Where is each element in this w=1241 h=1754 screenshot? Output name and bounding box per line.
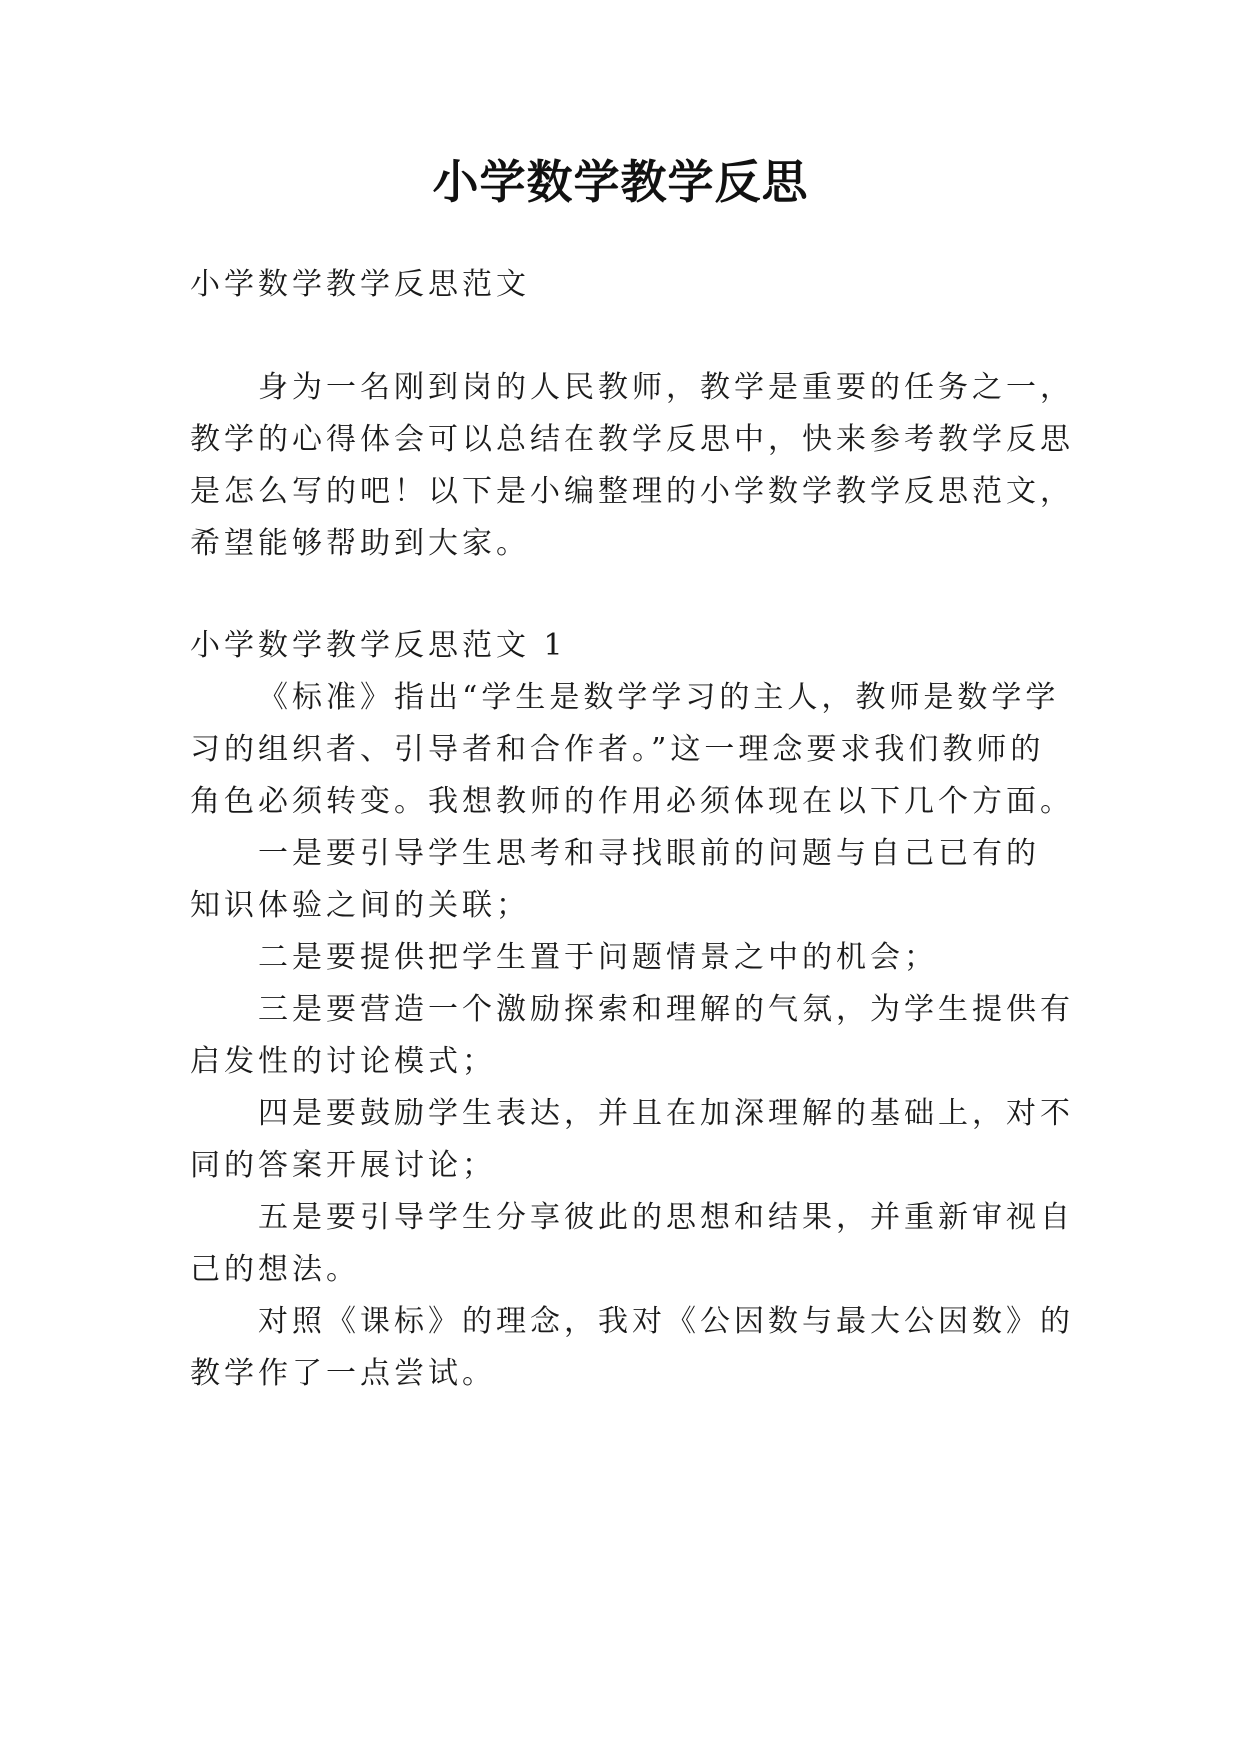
body-line-9: 四是要鼓励学生表达，并且在加深理解的基础上，对不 [258, 1096, 1074, 1131]
body-line-2: 习的组织者、引导者和合作者。”这一理念要求我们教师的 [190, 732, 1045, 767]
body-line-12: 己的想法。 [190, 1252, 360, 1287]
intro-line-1: 身为一名刚到岗的人民教师，教学是重要的任务之一， [258, 370, 1074, 405]
section-heading: 小学数学教学反思范文 1 [190, 628, 567, 663]
document-subtitle: 小学数学教学反思范文 [190, 267, 530, 302]
body-line-10: 同的答案开展讨论； [190, 1148, 496, 1183]
body-line-5: 知识体验之间的关联； [190, 888, 530, 923]
body-line-14: 教学作了一点尝试。 [190, 1356, 496, 1391]
intro-line-2: 教学的心得体会可以总结在教学反思中，快来参考教学反思 [190, 422, 1074, 457]
body-line-6: 二是要提供把学生置于问题情景之中的机会； [258, 940, 938, 975]
body-line-13: 对照《课标》的理念，我对《公因数与最大公因数》的 [258, 1304, 1074, 1339]
body-line-1: 《标准》指出“学生是数学学习的主人，教师是数学学 [258, 680, 1060, 715]
body-line-7: 三是要营造一个激励探索和理解的气氛，为学生提供有 [258, 992, 1074, 1027]
body-line-4: 一是要引导学生思考和寻找眼前的问题与自己已有的 [258, 836, 1040, 871]
body-line-3: 角色必须转变。我想教师的作用必须体现在以下几个方面。 [190, 784, 1074, 819]
document-title: 小学数学教学反思 [432, 155, 809, 209]
body-line-8: 启发性的讨论模式； [190, 1044, 496, 1079]
intro-line-4: 希望能够帮助到大家。 [190, 526, 530, 561]
body-line-11: 五是要引导学生分享彼此的思想和结果，并重新审视自 [258, 1200, 1074, 1235]
intro-line-3: 是怎么写的吧！以下是小编整理的小学数学教学反思范文， [190, 474, 1074, 509]
